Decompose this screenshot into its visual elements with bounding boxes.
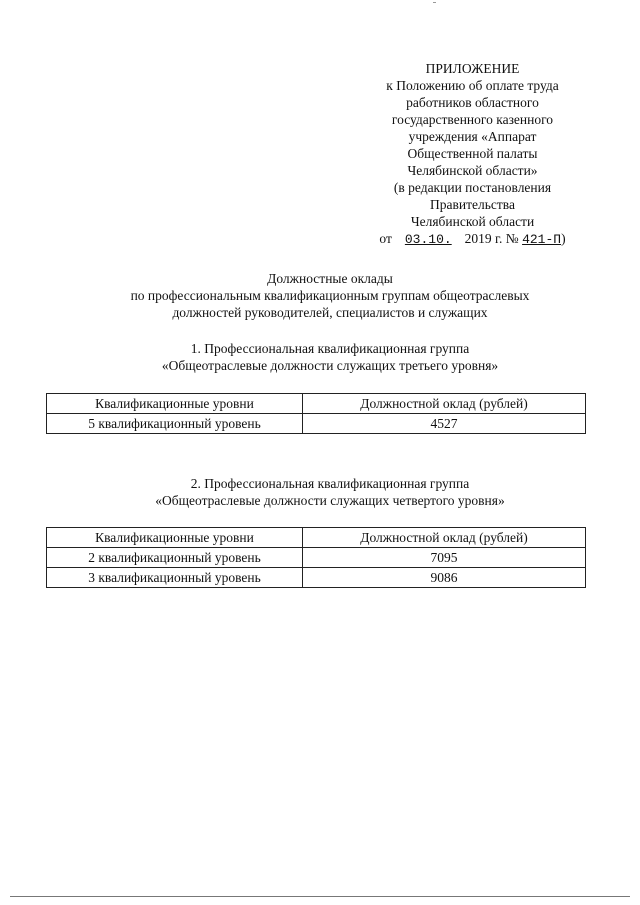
group-1-salary-table	[46, 393, 586, 434]
salary-cell: 4527	[303, 414, 586, 434]
table-row	[47, 568, 586, 588]
level-cell: 3 квалификационный уровень	[47, 568, 303, 588]
appendix-block	[360, 60, 585, 248]
scan-artifact	[433, 2, 436, 3]
table-header-row	[47, 528, 586, 548]
group-heading-line: «Общеотраслевые должности служащих четвертого уровня»	[155, 493, 505, 508]
level-cell: 5 квалификационный уровень	[47, 414, 303, 434]
appendix-heading: ПРИЛОЖЕНИЕ	[425, 61, 520, 76]
resolution-date: 03.10.	[404, 232, 452, 247]
table-row	[47, 414, 586, 434]
appendix-line: Правительства	[430, 197, 515, 212]
table-row	[47, 548, 586, 568]
appendix-line: учреждения «Аппарат	[408, 129, 537, 144]
closing-paren: )	[561, 231, 566, 246]
group-heading-line: «Общеотраслевые должности служащих третьего уровня»	[161, 358, 499, 373]
salary-cell: 7095	[303, 548, 586, 568]
group-heading-line: 2. Профессиональная квалификационная группа	[190, 476, 470, 491]
page-bottom-rule	[10, 896, 630, 897]
title-line: должностей руководителей, специалистов и служащих	[172, 305, 488, 320]
date-prefix: от	[379, 231, 392, 246]
document-title	[60, 270, 600, 321]
appendix-line: Челябинской области	[410, 214, 535, 229]
appendix-line: Общественной палаты	[407, 146, 538, 161]
level-cell: 2 квалификационный уровень	[47, 548, 303, 568]
group-1-heading	[60, 340, 600, 374]
appendix-line: Челябинской области»	[407, 163, 538, 178]
appendix-line: к Положению об оплате труда	[386, 78, 559, 93]
column-header-level: Квалификационные уровни	[47, 394, 303, 414]
year-text: 2019 г. №	[464, 231, 519, 246]
resolution-date-line	[360, 230, 585, 248]
salary-cell: 9086	[303, 568, 586, 588]
column-header-salary: Должностной оклад (рублей)	[303, 394, 586, 414]
appendix-line: государственного казенного	[391, 112, 554, 127]
group-2-salary-table	[46, 527, 586, 588]
title-line: по профессиональным квалификационным группам общеотраслевых	[130, 288, 530, 303]
appendix-line: (в редакции постановления	[393, 180, 552, 195]
group-heading-line: 1. Профессиональная квалификационная группа	[190, 341, 470, 356]
appendix-line: работников областного	[406, 95, 539, 110]
column-header-level: Квалификационные уровни	[47, 528, 303, 548]
resolution-number: 421-П	[522, 232, 562, 247]
group-2-heading	[60, 475, 600, 509]
table-header-row	[47, 394, 586, 414]
column-header-salary: Должностной оклад (рублей)	[303, 528, 586, 548]
title-line: Должностные оклады	[267, 271, 393, 286]
